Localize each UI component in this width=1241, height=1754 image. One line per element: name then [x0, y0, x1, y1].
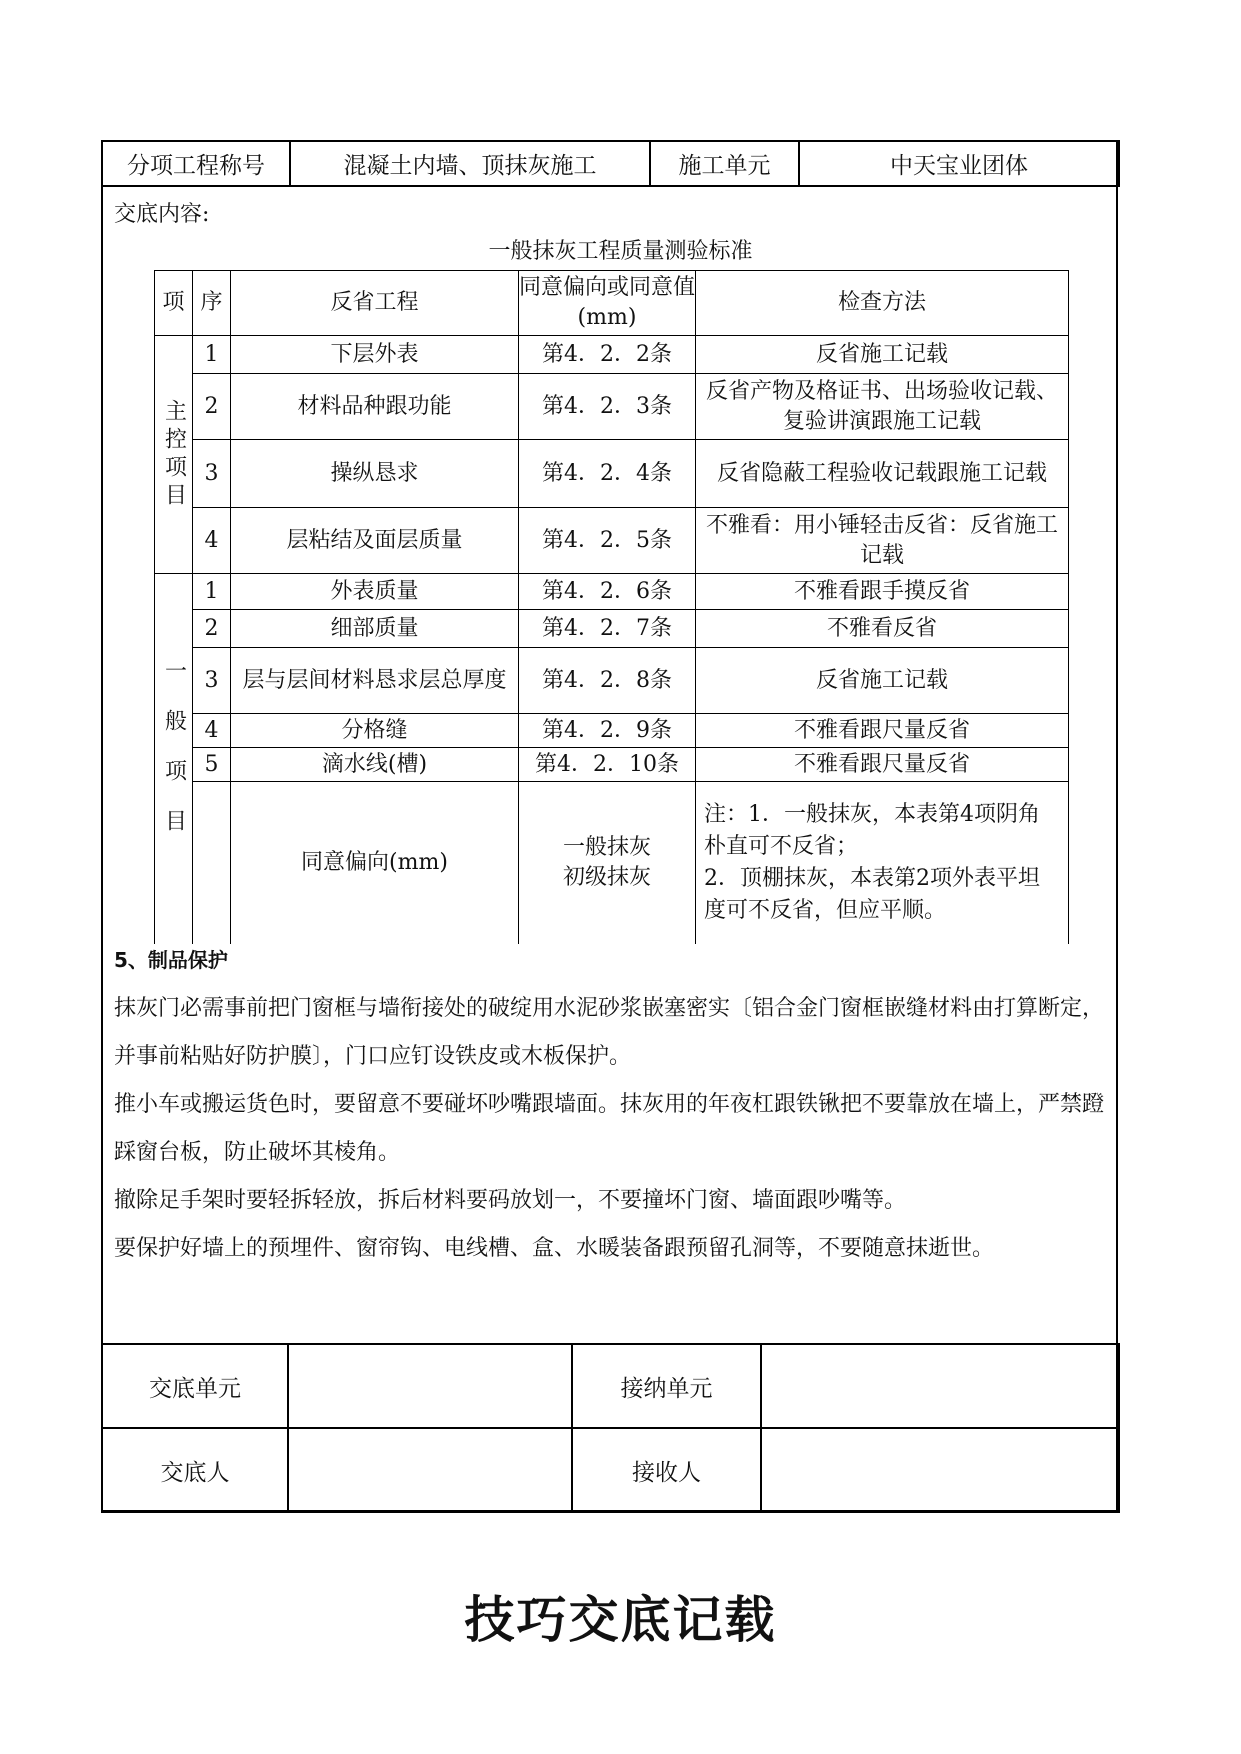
row-method: 不雅看反省	[696, 610, 1069, 648]
row-value: 第4．2．9条	[519, 714, 696, 748]
standards-title: 一般抹灰工程质量测验标准	[488, 239, 753, 264]
deviation-note-line2: 2．顶棚抹灰，本表第2项外表平坦度可不反省，但应平顺。	[704, 865, 1040, 923]
deviation-note	[696, 782, 1069, 944]
paragraph: 推小车或搬运货色时，要留意不要碰坏吵嘴跟墙面。抹灰用的年夜杠跟铁锹把不要靠放在墙上，严禁蹬踩窗台板，防止破坏其棱角。	[114, 1092, 1105, 1165]
row-item: 层粘结及面层质量	[231, 508, 519, 574]
deviation-note-line1: 注：1．一般抹灰，本表第4项阴角朴直可不反省；	[704, 801, 1040, 859]
header-item: 反省工程	[231, 271, 519, 336]
row-no: 2	[193, 374, 231, 440]
table-row	[155, 782, 1069, 944]
paragraph: 撤除足手架时要轻拆轻放，拆后材料要码放划一，不要撞坏门窗、墙面跟吵嘴等。	[114, 1188, 907, 1213]
row-no: 3	[193, 440, 231, 508]
row-value: 第4．2．10条	[519, 748, 696, 782]
receiver-label: 接收人	[572, 1428, 761, 1512]
row-value: 第4．2．8条	[519, 648, 696, 714]
row-no	[193, 782, 231, 944]
paragraph: 抹灰门必需事前把门窗框与墙衔接处的破绽用水泥砂浆嵌塞密实〔铝合金门窗框嵌缝材料由打算断定，并事前粘贴好防护膜〕，门口应钉设铁皮或木板保护。	[114, 996, 1105, 1069]
row-no: 2	[193, 610, 231, 648]
row-method: 反省隐蔽工程验收记载跟施工记载	[696, 440, 1069, 508]
table-row	[155, 374, 1069, 440]
row-method: 反省施工记载	[696, 648, 1069, 714]
header-group: 项	[155, 271, 193, 336]
unit-label: 施工单元	[650, 141, 799, 186]
row-item: 细部质量	[231, 610, 519, 648]
table-row	[155, 336, 1069, 374]
content-label: 交底内容:	[114, 202, 210, 227]
row-item: 材料品种跟功能	[231, 374, 519, 440]
row-item: 操纵恳求	[231, 440, 519, 508]
row-item: 分格缝	[231, 714, 519, 748]
header-table	[101, 140, 1120, 187]
standards-table	[154, 270, 1069, 944]
row-item: 滴水线(槽)	[231, 748, 519, 782]
document-title: 技巧交底记载	[464, 1591, 777, 1649]
row-item: 下层外表	[231, 336, 519, 374]
table-row	[155, 440, 1069, 508]
header-method: 检查方法	[696, 271, 1069, 336]
row-value: 第4．2．4条	[519, 440, 696, 508]
table-row	[155, 714, 1069, 748]
section-heading: 5、制品保护	[114, 948, 228, 972]
group-general-label: 一般项目	[161, 658, 187, 859]
deviation-value-line1: 一般抹灰	[562, 834, 651, 860]
project-value: 混凝土内墙、顶抹灰施工	[290, 141, 650, 186]
group-general	[155, 574, 193, 944]
table-row	[155, 508, 1069, 574]
table-row	[155, 648, 1069, 714]
row-method: 不雅看跟手摸反省	[696, 574, 1069, 610]
row-item: 层与层间材料恳求层总厚度	[231, 648, 519, 714]
handover-unit-label: 交底单元	[102, 1344, 288, 1428]
row-method: 不雅看跟尺量反省	[696, 748, 1069, 782]
row-no: 1	[193, 574, 231, 610]
paragraph: 要保护好墙上的预埋件、窗帘钩、电线槽、盒、水暖装备跟预留孔洞等，不要随意抹逝世。	[114, 1236, 995, 1261]
row-no: 1	[193, 336, 231, 374]
receiving-unit-label: 接纳单元	[572, 1344, 761, 1428]
row-value: 第4．2．3条	[519, 374, 696, 440]
row-method: 不雅看：用小锤轻击反省：反省施工记载	[696, 508, 1069, 574]
row-no: 3	[193, 648, 231, 714]
unit-value: 中天宝业团体	[799, 141, 1119, 186]
table-row	[155, 610, 1069, 648]
row-value: 第4．2．7条	[519, 610, 696, 648]
handover-person-label: 交底人	[102, 1428, 288, 1512]
table-row	[155, 748, 1069, 782]
table-row	[155, 574, 1069, 610]
deviation-value	[519, 782, 696, 944]
header-no: 序	[193, 271, 231, 336]
row-no: 5	[193, 748, 231, 782]
row-item: 外表质量	[231, 574, 519, 610]
header-value: 同意偏向或同意值(mm)	[519, 271, 696, 336]
row-no: 4	[193, 714, 231, 748]
signoff-table	[101, 1343, 1120, 1513]
row-method: 反省施工记载	[696, 336, 1069, 374]
section-body	[114, 985, 1104, 1273]
row-method: 不雅看跟尺量反省	[696, 714, 1069, 748]
receiver-field[interactable]	[761, 1428, 1119, 1512]
deviation-value-line2: 初级抹灰	[562, 864, 651, 890]
row-method: 反省产物及格证书、出场验收记载、复验讲演跟施工记载	[696, 374, 1069, 440]
handover-person-field[interactable]	[288, 1428, 572, 1512]
row-value: 第4．2．5条	[519, 508, 696, 574]
handover-unit-field[interactable]	[288, 1344, 572, 1428]
row-value: 第4．2．2条	[519, 336, 696, 374]
deviation-item: 同意偏向(mm)	[231, 782, 519, 944]
row-no: 4	[193, 508, 231, 574]
receiving-unit-field[interactable]	[761, 1344, 1119, 1428]
project-label: 分项工程称号	[102, 141, 290, 186]
row-value: 第4．2．6条	[519, 574, 696, 610]
group-main: 主控项目	[155, 336, 193, 574]
